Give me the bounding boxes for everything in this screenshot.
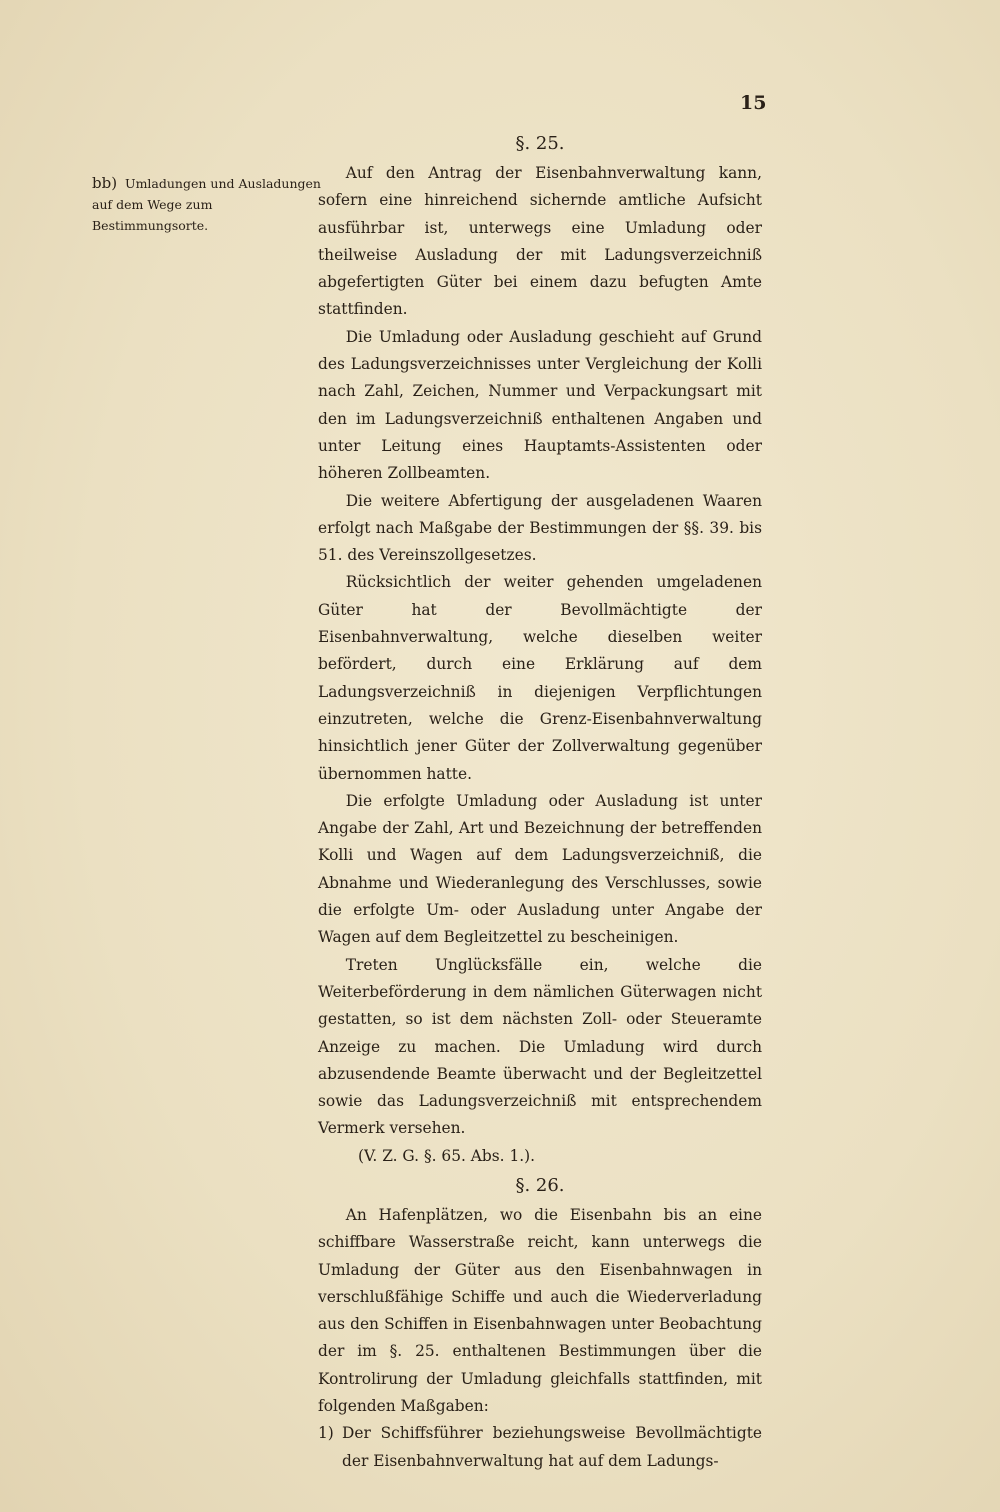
paragraph: An Hafenplätzen, wo die Eisenbahn bis an eine schiffbare Wasserstraße reicht, kann unterwegs die Umladung der Güter aus den Eisenbahnwagen in verschlußfähige Schiffe und auch die Wiederverladung aus den Schiffen in Eisenbahnwagen unter Beobachtung der im §. 25. enthaltenen Bestimmungen über die Kontrolirung der Umladung gleichfalls stattfinden, mit folgenden Maßgaben: [318, 1205, 762, 1416]
margin-note-marker: bb) [92, 174, 118, 192]
paragraph: Die Umladung oder Ausladung geschieht auf Grund des Ladungsverzeichnisses unter Vergleichung der Kolli nach Zahl, Zeichen, Nummer und Verpackungsart mit den im Ladungsverzeichniß enthaltenen Angaben und unter Leitung eines Hauptamts-Assistenten oder höheren Zollbeamten. [318, 327, 762, 483]
paragraph: Die erfolgte Umladung oder Ausladung ist unter Angabe der Zahl, Art und Bezeichnung der betreffenden Kolli und Wagen auf dem Ladungsverzeichniß, die Abnahme und Wiederanlegung des Verschlusses, sowie die erfolgte Um- oder Ausladung unter Angabe der Wagen auf dem Begleitzettel zu bescheinigen. [318, 791, 762, 947]
margin-note [92, 173, 322, 236]
legal-reference: (V. Z. G. §. 65. Abs. 1.). [358, 1146, 536, 1165]
margin-note-text: Umladungen und Ausladungen auf dem Wege zum Bestimmungsorte. [92, 176, 321, 233]
paragraph: Rücksichtlich der weiter gehenden umgeladenen Güter hat der Bevollmächtigte der Eisenbahnverwaltung, welche dieselben weiter befördert, durch eine Erklärung auf dem Ladungsverzeichniß in diejenigen Verpflichtungen einzutreten, welche die Grenz-Eisenbahnverwaltung hinsichtlich jener Güter der Zollverwaltung gegenüber übernommen hatte. [318, 573, 762, 783]
list-item-number: 1) [318, 1424, 334, 1443]
main-text [318, 128, 762, 1475]
page-number: 15 [740, 92, 767, 114]
paragraph: Die weitere Abfertigung der ausgeladenen Waaren erfolgt nach Maßgabe der Bestimmungen der §§. 39. bis 51. des Vereinszollgesetzes. [318, 491, 762, 565]
paragraph: Auf den Antrag der Eisenbahnverwaltung kann, sofern eine hinreichend sichernde amtliche Aufsicht ausführbar ist, unterwegs eine Umladung oder theilweise Ausladung der mit Ladungsverzeichniß abgefertigten Güter bei einem dazu befugten Amte stattfinden. [318, 164, 762, 319]
section-26-heading: §. 26. [515, 1174, 565, 1196]
list-item [318, 1420, 762, 1475]
section-25-heading: §. 25. [515, 133, 565, 154]
list-item-text: Der Schiffsführer beziehungsweise Bevollmächtigte der Eisenbahnverwaltung hat auf dem Ladungs- [342, 1424, 762, 1470]
paragraph: Treten Unglücksfälle ein, welche die Weiterbeförderung in dem nämlichen Güterwagen nicht gestatten, so ist dem nächsten Zoll- oder Steueramte Anzeige zu machen. Die Umladung wird durch abzusendende Beamte überwacht und der Begleitzettel sowie das Ladungsverzeichniß mit entsprechendem Vermerk versehen. [318, 955, 762, 1138]
